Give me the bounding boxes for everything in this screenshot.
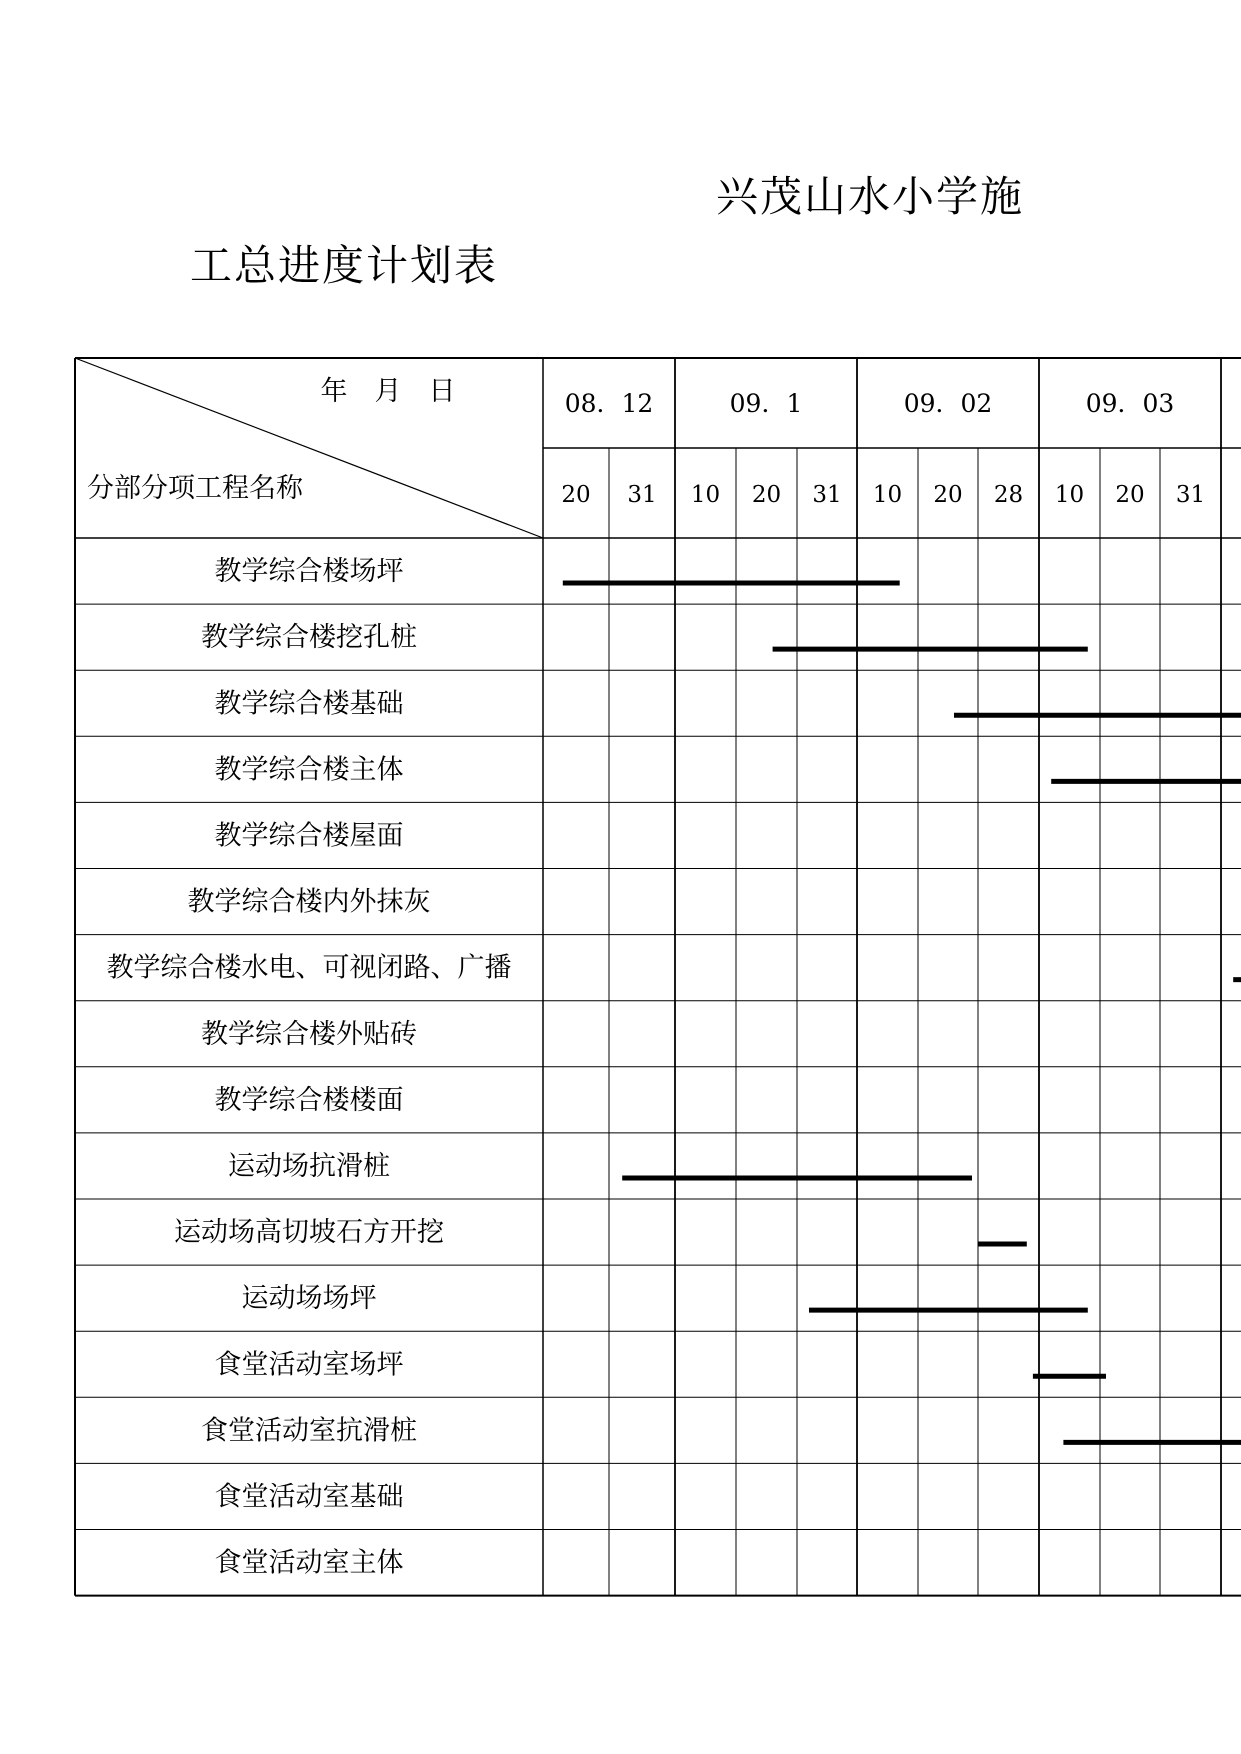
- day-label: 20: [561, 482, 591, 508]
- day-label: 10: [1054, 482, 1085, 508]
- task-name: 教学综合楼屋面: [214, 820, 404, 852]
- task-name: 食堂活动室场坪: [214, 1349, 404, 1381]
- task-name: 教学综合楼外贴砖: [201, 1018, 417, 1050]
- task-name: 运动场场坪: [241, 1283, 377, 1315]
- task-name: 食堂活动室抗滑桩: [201, 1415, 417, 1447]
- day-label: 31: [627, 482, 657, 508]
- task-name: 教学综合楼场坪: [214, 556, 404, 588]
- task-name: 运动场高切坡石方开挖: [174, 1217, 444, 1249]
- corner-date-label: 年 月 日: [320, 376, 456, 407]
- task-name: 运动场抗滑桩: [228, 1150, 390, 1182]
- day-label: 28: [993, 482, 1024, 508]
- title-line-1: 兴茂山水小学施: [716, 172, 1025, 221]
- day-label: 10: [690, 482, 721, 508]
- task-name: 教学综合楼内外抹灰: [187, 886, 431, 918]
- task-name: 教学综合楼楼面: [214, 1084, 404, 1116]
- day-label: 10: [872, 482, 903, 508]
- task-name: 教学综合楼基础: [214, 688, 404, 720]
- title-line-2: 工总进度计划表: [190, 241, 499, 290]
- task-name: 教学综合楼挖孔桩: [201, 622, 417, 654]
- corner-task-label: 分部分项工程名称: [87, 473, 303, 504]
- day-label: 20: [933, 482, 963, 508]
- day-label: 31: [812, 482, 842, 508]
- task-name: 食堂活动室基础: [214, 1481, 404, 1513]
- month-label: 09．03: [1085, 389, 1175, 418]
- month-label: 09．02: [903, 389, 993, 418]
- corner-diagonal: [75, 358, 543, 538]
- task-name: 教学综合楼主体: [214, 754, 404, 786]
- task-name: 食堂活动室主体: [214, 1547, 404, 1579]
- month-label: 09．1: [729, 389, 803, 418]
- day-label: 20: [1115, 482, 1145, 508]
- day-label: 31: [1175, 482, 1206, 508]
- task-name: 教学综合楼水电、可视闭路、广播: [106, 952, 512, 984]
- month-label: 08．12: [564, 389, 654, 418]
- day-label: 20: [751, 482, 782, 508]
